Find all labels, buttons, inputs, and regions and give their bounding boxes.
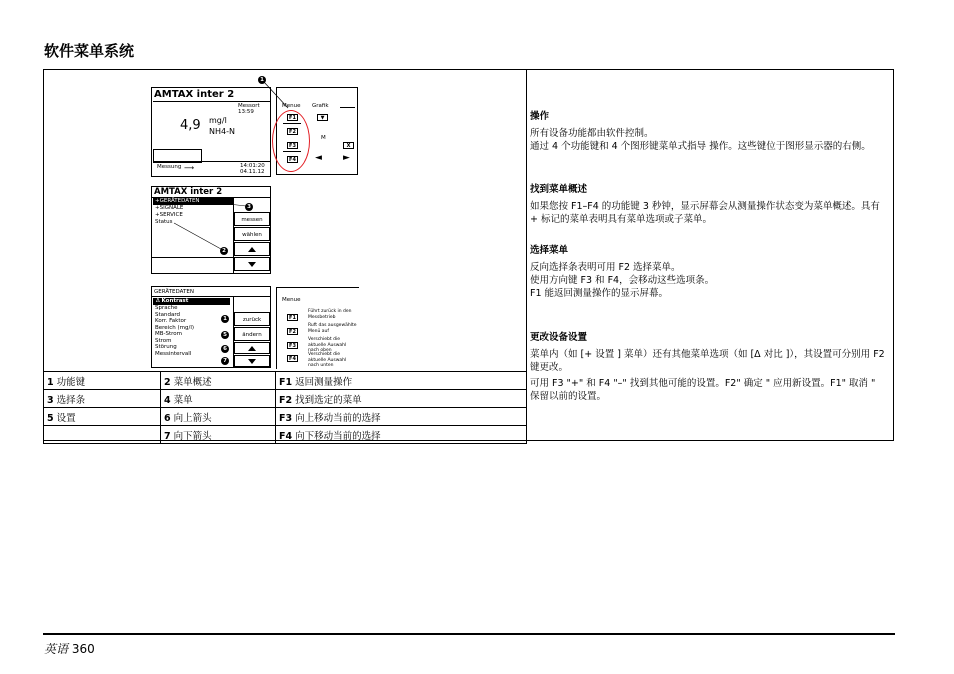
legend-cell: 1 功能键 <box>44 372 161 390</box>
setting-item[interactable]: Sprache <box>155 305 178 311</box>
section-heading: 操作 <box>530 111 550 122</box>
legend-cell: 7 向下箭头 <box>161 426 276 444</box>
section-select-menu <box>530 244 886 300</box>
unit-mgl: mg/l <box>209 116 227 125</box>
callout-2-icon: 2 <box>220 247 228 255</box>
f1-key[interactable]: F1 <box>287 314 298 321</box>
page-title: 软件菜单系统 <box>44 42 135 60</box>
paragraph: 菜单内（如 [+ 设置 ] 菜单）还有其他菜单选项（如 [Δ 对比 ]），其设置可分别用 F2 键更改。 <box>530 349 885 373</box>
grafik-underline <box>340 107 355 108</box>
selected-setting[interactable]: Δ Kontrast <box>153 298 230 305</box>
menu-item-selected[interactable]: +GERÄTEDATEN <box>153 198 233 205</box>
page-number: 360 <box>71 642 95 656</box>
legend-row <box>44 426 527 444</box>
messung-label: Messung <box>157 164 182 170</box>
graphic-key-down[interactable]: ▼ <box>317 114 328 121</box>
paragraph: 可用 F3 "+" 和 F4 "–" 找到其他可能的设置。F2" 确定 " 应用新设置。F1" 取消 " 保留以前的设置。 <box>530 378 876 402</box>
key-desc-f3: Verschiebt die aktuelle Auswahl nach oben <box>308 337 347 353</box>
section-change-settings <box>530 331 886 403</box>
graphic-key-x[interactable]: X <box>343 142 354 149</box>
legend-cell: F1 返回测量操作 <box>276 372 527 390</box>
f3-key[interactable]: F3 <box>287 342 298 349</box>
measurement-screen <box>151 87 271 177</box>
screen1-bottom-rule <box>153 161 270 162</box>
legend-cell: 2 菜单概述 <box>161 372 276 390</box>
callout-1-icon: 1 <box>258 76 266 84</box>
messort-time: 13:59 <box>238 109 254 115</box>
function-key-highlight <box>272 110 310 172</box>
section-operation <box>530 110 886 153</box>
callout-1-leader <box>262 80 292 110</box>
messen-button[interactable]: messen <box>234 212 270 226</box>
legend-cell: 6 向上箭头 <box>161 408 276 426</box>
setting-item[interactable]: Standard <box>155 311 181 318</box>
screen3-title-rule <box>152 296 270 297</box>
waehlen-button[interactable]: wählen <box>234 227 270 241</box>
callout-7-icon: 7 <box>221 357 229 365</box>
arrow-right-icon: ⟶ <box>184 164 195 172</box>
callout-3-icon: 3 <box>245 203 253 211</box>
paragraph: 使用方向键 F3 和 F4，会移动这些选项条。 <box>530 275 715 286</box>
setting-item[interactable]: Messintervall <box>155 350 192 357</box>
messort-label: Messort <box>238 103 260 109</box>
screen2-title: AMTAX inter 2 <box>154 187 223 197</box>
key-m-label: M <box>321 135 326 141</box>
legend-cell: F4 向下移动当前的选择 <box>276 426 527 444</box>
callout-5-icon: 5 <box>221 331 229 339</box>
settings-list <box>155 305 194 357</box>
key-desc-f2: Ruft das ausgewählte Menü auf <box>308 323 357 334</box>
legend-cell: 4 菜单 <box>161 390 276 408</box>
setting-item[interactable]: Bereich (mg/l) <box>155 324 194 331</box>
footer <box>44 640 95 657</box>
legend-cell: 5 设置 <box>44 408 161 426</box>
screen3-title: GERÄTEDATEN <box>154 289 194 295</box>
menu-item-signale[interactable]: +SIGNALE <box>155 205 184 211</box>
legend-row <box>44 390 527 408</box>
key-desc-f4: Verschiebt die aktuelle Auswahl nach unten <box>308 352 347 368</box>
legend-cell: 3 选择条 <box>44 390 161 408</box>
f3-key[interactable]: F3 <box>287 142 298 149</box>
key-desc-f1: Führt zurück in den Messbetrieb <box>308 309 352 320</box>
callout-1-icon: 1 <box>221 315 229 323</box>
screen1-title-rule <box>153 101 270 102</box>
down-arrow-icon <box>248 359 256 364</box>
paragraph: F1 能返回测量操作的显示屏幕。 <box>530 288 669 299</box>
setting-item[interactable]: Korr. Faktor <box>155 318 187 324</box>
legend-cell: F2 找到选定的菜单 <box>276 390 527 408</box>
down-arrow-button[interactable] <box>234 355 270 367</box>
callout-leaders-2-3 <box>152 187 270 273</box>
display-time: 14:01:20 <box>240 163 265 169</box>
measured-value: 4,9 <box>180 118 201 133</box>
up-arrow-icon <box>248 346 256 351</box>
section-menu-overview <box>530 183 886 226</box>
section-heading: 找到菜单概述 <box>530 184 588 195</box>
setting-item[interactable]: Strom <box>155 337 172 344</box>
menue-label: Menue <box>282 297 301 303</box>
f4-key[interactable]: F4 <box>287 156 298 163</box>
legend-row <box>44 372 527 390</box>
screen1-title: AMTAX inter 2 <box>154 89 235 100</box>
setting-item[interactable]: Störung <box>155 344 177 350</box>
legend-row <box>44 408 527 426</box>
menu-item-status[interactable]: Status <box>155 219 173 225</box>
paragraph: 如果您按 F1–F4 的功能键 3 秒钟，显示屏幕会从测量操作状态变为菜单概述。具有 + 标记的菜单表明具有菜单选项或子菜单。 <box>530 201 880 225</box>
legend-table <box>43 371 527 444</box>
aendern-button[interactable]: ändern <box>234 327 270 341</box>
footer-rule <box>43 633 895 635</box>
setting-item[interactable]: MB-Strom <box>155 331 183 337</box>
settings-screen <box>151 286 271 368</box>
callout-6-icon: 6 <box>221 345 229 353</box>
display-date: 04.11.12 <box>240 169 265 175</box>
paragraph: 反向选择条表明可用 F2 选择菜单。 <box>530 262 681 273</box>
f4-key[interactable]: F4 <box>287 355 298 362</box>
zurueck-button[interactable]: zurück <box>234 312 270 326</box>
selected-setting-label: Kontrast <box>161 298 189 304</box>
grafik-label: Grafik <box>312 103 329 109</box>
f2-key[interactable]: F2 <box>287 128 298 135</box>
paragraph: 通过 4 个功能键和 4 个图形键菜单式指导 操作。这些键位于图形显示器的右侧。 <box>530 141 871 152</box>
legend-cell: F3 向上移动当前的选择 <box>276 408 527 426</box>
unit-nh4n: NH4-N <box>209 127 235 136</box>
key-description-panel <box>276 287 359 369</box>
section-heading: 更改设备设置 <box>530 332 588 343</box>
f2-key[interactable]: F2 <box>287 328 298 335</box>
left-arrow-icon[interactable]: ◄ <box>315 153 322 163</box>
footer-language: 英语 <box>44 642 69 656</box>
section-heading: 选择菜单 <box>530 245 569 256</box>
paragraph: 所有设备功能都由软件控制。 <box>530 128 654 139</box>
up-arrow-button[interactable] <box>234 342 270 354</box>
menue-label: Menue <box>282 103 301 109</box>
menu-overview-screen <box>151 186 271 274</box>
legend-cell <box>44 426 161 444</box>
menu-item-service[interactable]: +SERVICE <box>155 212 183 218</box>
right-arrow-icon[interactable]: ► <box>343 153 350 163</box>
f1-key[interactable]: F1 <box>287 114 298 121</box>
